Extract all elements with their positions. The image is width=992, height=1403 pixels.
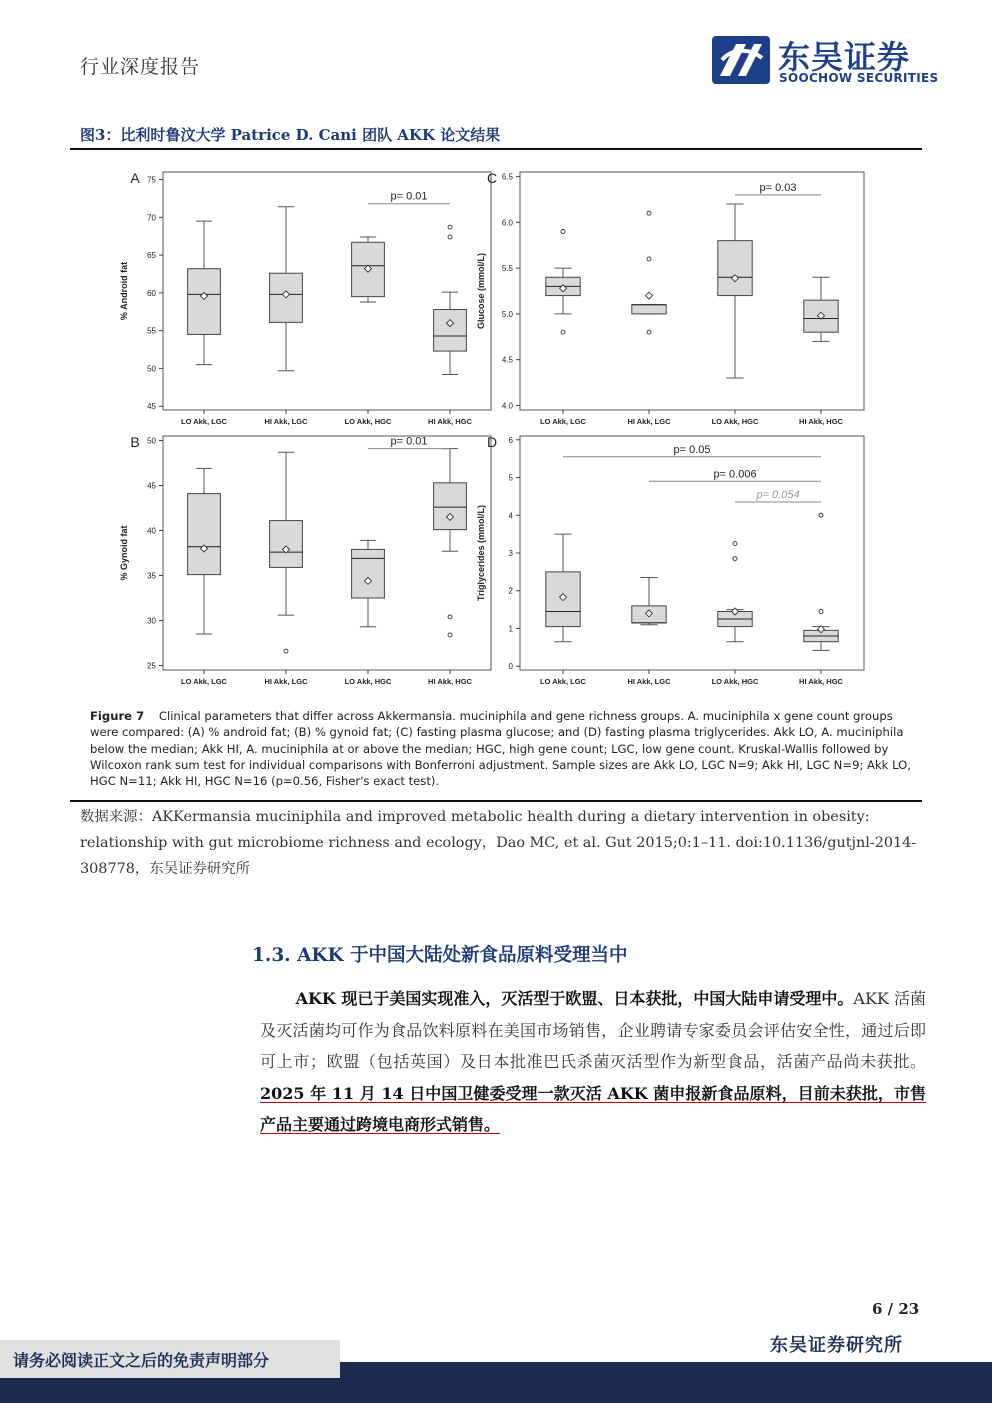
panel-a-ytick-label: 70 (147, 213, 156, 223)
panel-b-outlier (284, 649, 288, 653)
page-number: 6 / 23 (872, 1300, 920, 1318)
panel-d-xtick-label: LO Akk, HGC (711, 677, 759, 686)
panel-c-pvalue-label: p= 0.03 (759, 181, 797, 194)
panel-d-ytick-label: 1 (508, 624, 513, 634)
panel-b-outlier (448, 633, 452, 637)
panel-a-xtick-label: LO Akk, HGC (344, 417, 392, 426)
panel-b-ylabel: % Gynoid fat (119, 525, 129, 581)
panel-b-xtick-label: LO Akk, LGC (181, 677, 227, 686)
panel-b-outlier (448, 615, 452, 619)
panel-b-box (270, 521, 303, 568)
panel-b-xtick-label: LO Akk, HGC (344, 677, 392, 686)
disclaimer-box (0, 1340, 340, 1378)
panel-d-ytick-label: 6 (508, 435, 513, 445)
panel-a-xtick-label: HI Akk, LGC (264, 417, 308, 426)
panel-b-ytick-label: 45 (147, 481, 156, 491)
panel-d-ytick-label: 0 (508, 662, 513, 672)
body-paragraph (260, 983, 926, 1141)
panel-c-ytick-label: 4.5 (501, 355, 513, 365)
panel-d-outlier (733, 542, 737, 546)
panel-b-ytick-label: 25 (147, 661, 156, 671)
panel-b-pvalue-label: p= 0.01 (390, 435, 428, 448)
figure-caption-text: Clinical parameters that differ across Akkermansia. muciniphila and gene richness groups. A. muciniphila x gene count groups were compared: (A) % android fat; (B) % gynoid fat; (C) fasting plasma glucose; and (D) fasting plasma triglycerides. Akk LO, A. muciniphila below the median; Akk HI, A. muciniphila at or above the median; HGC, high gene count; LGC, low gene count. Kruskal-Wallis followed by Wilcoxon rank sum test for individual comparisons with Bonferroni adjustment. Sample sizes are Akk LO, LGC N=9; Akk HI, LGC N=9; Akk LO, HGC N=11; Akk HI, HGC N=16 (p=0.56, Fisher's exact test). (90, 709, 911, 789)
panel-b-xtick-label: HI Akk, LGC (264, 677, 308, 686)
panel-b-ytick-label: 50 (147, 436, 156, 446)
panel-c-letter: C (486, 170, 498, 186)
panel-d-xtick-label: LO Akk, LGC (540, 677, 586, 686)
figure-top-rule (70, 148, 922, 150)
body-lead-bold: AKK 现已于美国实现准入，灭活型于欧盟、日本获批，中国大陆申请受理中。 (295, 989, 854, 1008)
panel-c-xtick-label: HI Akk, LGC (627, 417, 671, 426)
panel-c-ytick-label: 5.5 (501, 264, 513, 274)
panel-c-xtick-label: HI Akk, HGC (799, 417, 843, 426)
body-underlined-text: 2025 年 11 月 14 日中国卫健委受理一款灭活 AKK 菌申报新食品原料，目前未获批，市售产品主要通过跨境电商形式销售。 (260, 1083, 926, 1134)
panel-c-outlier (561, 230, 565, 234)
logo-name-cn: 东吴证券 (778, 38, 911, 76)
panel-a-ytick-label: 55 (147, 326, 156, 336)
panel-a-pvalue-label: p= 0.01 (390, 190, 428, 203)
panel-b-ytick-label: 40 (147, 526, 156, 536)
panel-d-pvalue-label: p= 0.006 (713, 468, 757, 481)
panel-a-outlier (448, 235, 452, 239)
panel-a-ytick-label: 50 (147, 364, 156, 374)
section-heading: 1.3. AKK 于中国大陆处新食品原料受理当中 (252, 945, 628, 966)
panel-d-ytick-label: 5 (508, 473, 513, 483)
panel-d-ytick-label: 4 (508, 511, 513, 521)
panel-d-pvalue-label: p= 0.05 (673, 443, 711, 456)
disclaimer-text: 请务必阅读正文之后的免责声明部分 (13, 1351, 270, 1370)
panel-d-ylabel: Triglycerides (mmol/L) (476, 504, 486, 602)
panel-d-letter: D (486, 434, 498, 450)
panel-b-box (352, 549, 385, 598)
panel-d-xtick-label: HI Akk, LGC (627, 677, 671, 686)
panel-b-box (434, 483, 467, 530)
soochow-logo-icon (712, 36, 770, 84)
panel-a-outlier (448, 225, 452, 229)
figure-caption (90, 708, 920, 789)
panel-a-letter: A (130, 170, 140, 186)
panel-c-ylabel: Glucose (mmol/L) (476, 252, 486, 330)
box-plot-figure (118, 164, 874, 694)
panel-a-ytick-label: 65 (147, 251, 156, 261)
footer-org-name: 东吴证券研究所 (770, 1335, 903, 1356)
panel-c-xtick-label: LO Akk, LGC (540, 417, 586, 426)
panel-a-ytick-label: 75 (147, 175, 156, 185)
panel-c-outlier (647, 257, 651, 261)
panel-b-ytick-label: 35 (147, 571, 156, 581)
source-note: 数据来源：AKKermansia muciniphila and improved metabolic health during a dietary intervention in obesity: relationship with gut microbiome richness and ecology，Dao MC, et al. Gut 2015;0:1–11. doi:10.1136/gutjnl-2014-308778，东吴证券研究所 (80, 809, 917, 877)
panel-d-ytick-label: 3 (508, 549, 513, 558)
panel-b-ytick-label: 30 (147, 616, 156, 626)
body-text: AKK 活菌及灭活菌均可作为食品饮料原料在美国市场销售，企业聘请专家委员会评估安全性，通过后即可上市；欧盟（包括英国）及日本批准巴氏杀菌灭活型作为新型食品，活菌产品尚未获批。 (260, 989, 926, 1071)
panel-a-box (188, 269, 221, 335)
panel-d-outlier (733, 557, 737, 561)
panel-c-ytick-label: 5.0 (501, 309, 513, 319)
figure-title: 图3：比利时鲁汶大学 Patrice D. Cani 团队 AKK 论文结果 (80, 126, 501, 144)
company-logo (712, 36, 939, 88)
panel-a-ytick-label: 60 (147, 288, 156, 298)
panel-d-pvalue-label: p= 0.054 (756, 489, 800, 502)
panel-d-xtick-label: HI Akk, HGC (799, 677, 843, 686)
panel-a-box (434, 310, 467, 352)
figure-bottom-rule (70, 800, 922, 802)
panel-c-ytick-label: 4.0 (501, 401, 513, 411)
report-type-label: 行业深度报告 (80, 56, 201, 78)
panel-a-xtick-label: LO Akk, LGC (181, 417, 227, 426)
panel-c-box (632, 305, 666, 314)
panel-c-ytick-label: 6.5 (501, 172, 513, 182)
panel-c-xtick-label: LO Akk, HGC (711, 417, 759, 426)
figure-caption-label: Figure 7 (90, 709, 145, 723)
panel-c-ytick-label: 6.0 (501, 218, 513, 228)
panel-b-box (188, 494, 221, 575)
panel-d-outlier (819, 513, 823, 517)
panel-b-xtick-label: HI Akk, HGC (428, 677, 472, 686)
panel-c-box (718, 241, 752, 296)
panel-c-outlier (647, 211, 651, 215)
panel-c-outlier (561, 330, 565, 334)
panel-b-letter: B (130, 434, 140, 450)
panel-a-ylabel: % Android fat (119, 261, 129, 321)
panel-d-ytick-label: 2 (508, 586, 513, 596)
panel-a-ytick-label: 45 (147, 402, 156, 412)
panel-d-outlier (819, 610, 823, 614)
panel-c-outlier (647, 330, 651, 334)
logo-name-en: SOOCHOW SECURITIES (779, 71, 939, 85)
panel-a-xtick-label: HI Akk, HGC (428, 417, 472, 426)
